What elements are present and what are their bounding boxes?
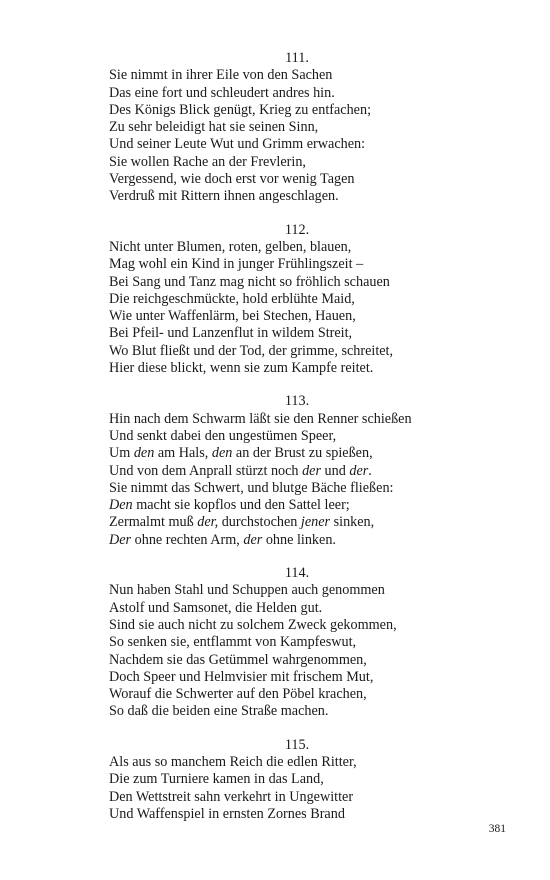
line-text: Wo Blut fließt und der Tod, der grimme, schreitet, (109, 342, 394, 359)
italic-text: den (211, 445, 233, 462)
verse-line (109, 119, 489, 136)
verse-line (109, 806, 489, 823)
line-text: Und Waffenspiel in ernsten Zornes Brand (109, 805, 345, 822)
line-text: Bei Pfeil- und Lanzenflut in wildem Streit, (109, 325, 353, 342)
stanza-number: 115. (284, 736, 310, 753)
italic-text: den (133, 445, 155, 462)
line-text: Sie nimmt das Schwert, und blutge Bäche fließen: (109, 479, 394, 496)
line-text: Bei Sang und Tanz mag nicht so fröhlich schauen (109, 273, 390, 290)
line-text: an der Brust zu spießen, (232, 445, 373, 462)
stanza-number: 114. (284, 565, 310, 582)
verse-line (109, 428, 489, 445)
verse-line (109, 256, 489, 273)
line-text: Und von dem Anprall stürzt noch (109, 462, 303, 479)
line-text: Nicht unter Blumen, roten, gelben, blauen, (109, 238, 352, 255)
stanza (109, 50, 489, 206)
italic-text: der, (197, 514, 219, 531)
line-text: Sind sie auch nicht zu solchem Zweck gekommen, (109, 616, 397, 633)
line-text: Worauf die Schwerter auf den Pöbel krachen, (109, 686, 367, 703)
line-text: . (368, 462, 372, 479)
verse-line (109, 497, 489, 514)
verse-line (109, 188, 489, 205)
verse-line (109, 360, 489, 377)
line-text: Zermalmt muß (109, 514, 198, 531)
line-text: Um (109, 445, 134, 462)
line-text: und (321, 462, 350, 479)
verse-line (109, 463, 489, 480)
line-text: Die zum Turniere kamen in das Land, (109, 771, 324, 788)
verse-line (109, 171, 489, 188)
stanza-number: 113. (284, 393, 310, 410)
line-text: Sie nimmt in ihrer Eile von den Sachen (109, 67, 333, 84)
line-text: sinken, (330, 514, 375, 531)
verse-line (109, 291, 489, 308)
verse-line (109, 67, 489, 84)
italic-text: Den (109, 497, 133, 514)
line-text: Verdruß mit Rittern ihnen angeschlagen. (109, 188, 339, 205)
page-number: 381 (488, 823, 506, 835)
verse-line (109, 480, 489, 497)
stanza-number: 111. (285, 50, 309, 66)
verse-line (109, 308, 489, 325)
verse-line (109, 102, 489, 119)
line-text: Des Königs Blick genügt, Krieg zu entfachen; (109, 101, 372, 118)
verse-line (109, 652, 489, 669)
verse-line (109, 411, 489, 428)
stanza-number: 112. (284, 221, 310, 238)
italic-text: der (243, 531, 263, 548)
verse-line (109, 445, 489, 462)
line-text: Und senkt dabei den ungestümen Speer, (109, 427, 337, 444)
stanza (109, 565, 489, 721)
line-text: ohne linken. (262, 531, 336, 548)
italic-text: jener (300, 514, 331, 531)
line-text: Nachdem sie das Getümmel wahrgenommen, (109, 651, 367, 668)
line-text: Doch Speer und Helmvisier mit frischem Mut, (109, 668, 374, 685)
line-text: Zu sehr beleidigt hat sie seinen Sinn, (109, 119, 319, 136)
line-text: Hier diese blickt, wenn sie zum Kampfe reitet. (109, 360, 374, 377)
verse-line (109, 85, 489, 102)
line-text: Nun haben Stahl und Schuppen auch genommen (109, 582, 385, 599)
line-text: Die reichgeschmückte, hold erblühte Maid, (109, 290, 355, 307)
line-text: Und seiner Leute Wut und Grimm erwachen: (109, 136, 366, 153)
verse-line (109, 154, 489, 171)
line-text: So daß die beiden eine Straße machen. (109, 703, 329, 720)
line-text: Als aus so manchem Reich die edlen Ritter, (109, 753, 357, 770)
verse-line (109, 669, 489, 686)
line-text: Das eine fort und schleudert andres hin. (109, 84, 335, 101)
verse-line (109, 532, 489, 549)
verse-line (109, 789, 489, 806)
verse-line (109, 274, 489, 291)
verse-line (109, 514, 489, 531)
verse-line (109, 239, 489, 256)
verse-line (109, 634, 489, 651)
line-text: Astolf und Samsonet, die Helden gut. (109, 599, 323, 616)
verse-line (109, 686, 489, 703)
line-text: Mag wohl ein Kind in junger Frühlingszeit – (109, 256, 364, 273)
italic-text: der (349, 462, 369, 479)
line-text: macht sie kopflos und den Sattel leer; (132, 497, 350, 514)
line-text: ohne rechten Arm, (131, 531, 244, 548)
verse-line (109, 582, 489, 599)
verse-line (109, 703, 489, 720)
verse-line (109, 343, 489, 360)
line-text: So senken sie, entflammt von Kampfeswut, (109, 634, 357, 651)
line-text: durchstochen (218, 514, 301, 531)
italic-text: der (302, 462, 321, 479)
line-text: Hin nach dem Schwarm läßt sie den Renner schießen (109, 410, 412, 427)
stanza (109, 222, 489, 378)
line-text: Den Wettstreit sahn verkehrt in Ungewitter (109, 788, 354, 805)
stanza (109, 393, 489, 549)
stanza (109, 737, 489, 823)
verse-line (109, 600, 489, 617)
italic-text: Der (109, 531, 132, 548)
line-text: Vergessend, wie doch erst vor wenig Tagen (109, 171, 355, 188)
line-text: am Hals, (154, 445, 212, 462)
verse-line (109, 617, 489, 634)
line-text: Sie wollen Rache an der Frevlerin, (109, 153, 306, 170)
verse-line (109, 325, 489, 342)
verse-line (109, 136, 489, 153)
verse-line (109, 754, 489, 771)
line-text: Wie unter Waffenlärm, bei Stechen, Hauen, (109, 308, 356, 325)
poem-text (109, 50, 489, 839)
verse-line (109, 771, 489, 788)
